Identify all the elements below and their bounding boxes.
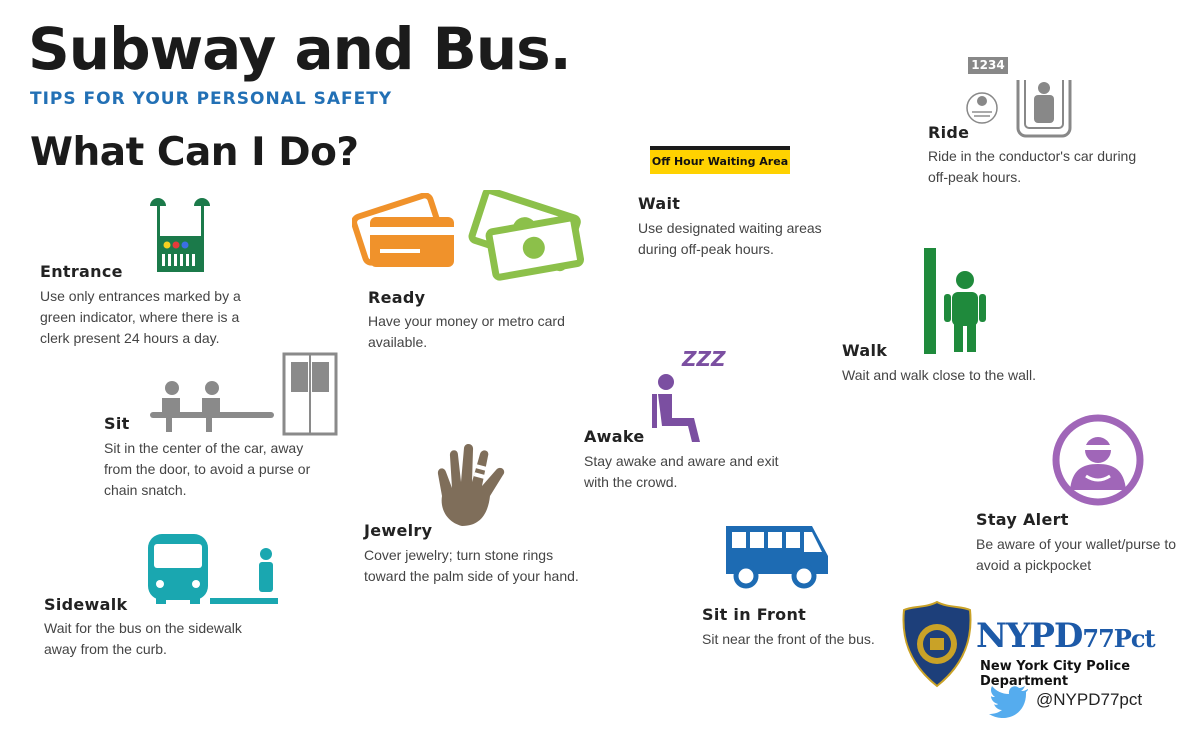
wait-text: Use designated waiting areas during off-peak hours.	[638, 220, 822, 257]
sleep-icon	[650, 372, 710, 444]
walk-title: Walk	[842, 341, 888, 360]
jewelry-text: Cover jewelry; turn stone rings toward the palm side of your hand.	[364, 547, 579, 584]
bus-icon	[722, 520, 834, 590]
walk-icon	[920, 246, 990, 356]
entrance-text: Use only entrances marked by a green indicator, where there is a clerk present 24 hours a day.	[40, 288, 241, 346]
jewelry-hand-icon	[436, 444, 522, 528]
sit-front-title: Sit in Front	[702, 605, 807, 624]
twitter-icon[interactable]	[984, 684, 1028, 718]
ride-title: Ride	[928, 123, 970, 142]
nypd-logo-text: NYPD77Pct	[976, 616, 1155, 656]
ready-text: Have your money or metro card available.	[368, 313, 565, 350]
nypd-badge-icon	[900, 600, 974, 688]
entrance-icon	[148, 196, 214, 276]
entrance-title: Entrance	[40, 262, 123, 281]
sit-text: Sit in the center of the car, away from the door, to avoid a purse or chain snatch.	[104, 440, 311, 498]
sidewalk-text: Wait for the bus on the sidewalk away from the curb.	[44, 620, 242, 657]
awake-title: Awake	[584, 427, 645, 446]
stay-alert-text: Be aware of your wallet/purse to avoid a pickpocket	[976, 536, 1176, 573]
pickpocket-icon	[1052, 414, 1144, 506]
stay-alert-title: Stay Alert	[976, 510, 1069, 529]
awake-text: Stay awake and aware and exit with the crowd.	[584, 453, 779, 490]
twitter-handle[interactable]: @NYPD77pct	[1036, 690, 1143, 709]
cash-icon	[466, 190, 588, 286]
sidewalk-title: Sidewalk	[44, 595, 128, 614]
page-subtitle: TIPS FOR YOUR PERSONAL SAFETY	[30, 89, 393, 109]
car-number-badge: 1234	[968, 57, 1008, 74]
ride-text: Ride in the conductor's car during off-peak hours.	[928, 148, 1137, 185]
sit-icon	[146, 350, 342, 436]
sit-title: Sit	[104, 414, 130, 433]
walk-text: Wait and walk close to the wall.	[842, 367, 1037, 383]
ride-icon	[962, 80, 1074, 140]
jewelry-title: Jewelry	[364, 521, 433, 540]
cards-icon	[352, 193, 464, 275]
org-name: New York City Police Department	[980, 659, 1131, 689]
sleep-icon-text: ZZZ	[682, 347, 726, 371]
wait-title: Wait	[638, 194, 681, 213]
page-title: Subway and Bus.	[28, 15, 571, 83]
ready-title: Ready	[368, 288, 426, 307]
section-heading: What Can I Do?	[30, 130, 359, 175]
sit-front-text: Sit near the front of the bus.	[702, 631, 875, 647]
bus-stop-icon	[144, 532, 280, 606]
wait-sign: Off Hour Waiting Area	[650, 146, 790, 174]
